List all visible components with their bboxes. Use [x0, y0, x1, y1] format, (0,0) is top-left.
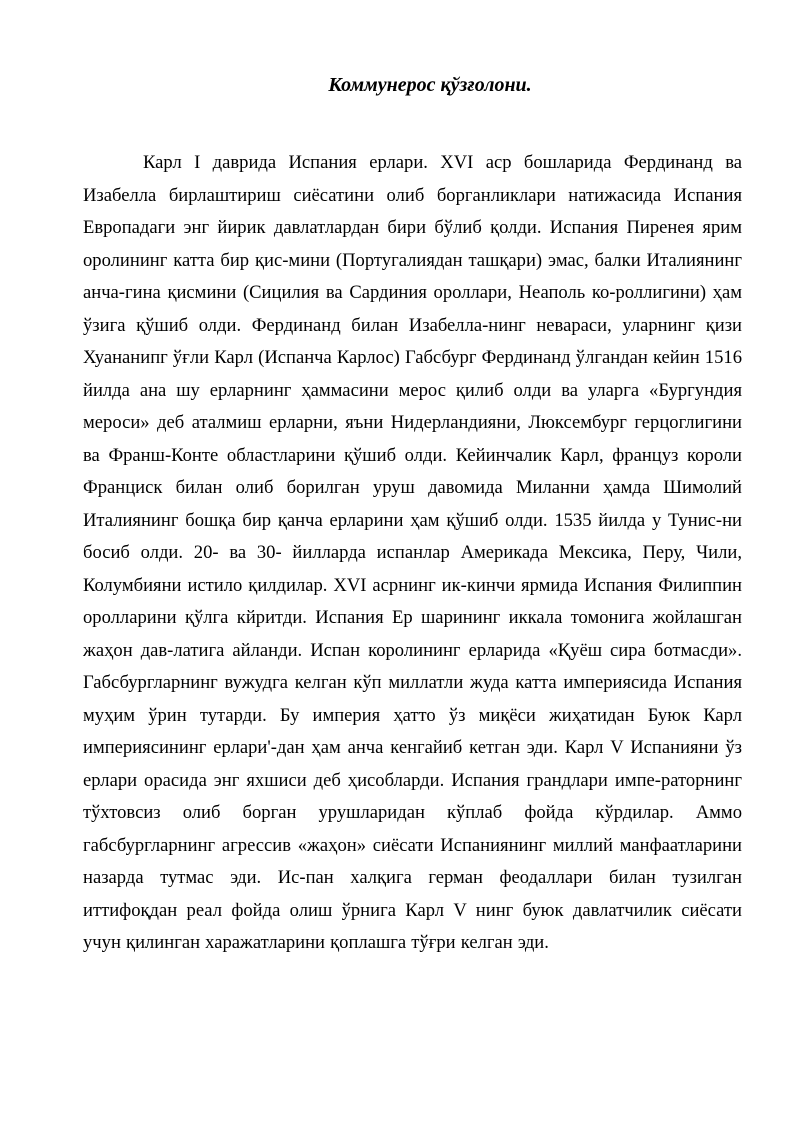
document-title: Коммунерос қўзғолони. [328, 74, 532, 96]
body-paragraph: Карл I даврида Испания ерлари. XVI аср бошларида Фердинанд ва Изабелла бирлаштириш сиёсатини олиб борганликлари натижасида Испания Европадаги энг йирик давлатлардан бири бўлиб қолди. Испания Пиренея ярим оролининг катта бир қис-мини (Португалиядан ташқари) эмас, балки Италиянинг анча-гина қисмини (Сицилия ва Сардиния ороллари, Неаполь ко-роллигини) ҳам ўзига қўшиб олди. Фердинанд билан Изабелла-нинг невараси, уларнинг қизи Хуананипг ўғли Карл (Испанча Карлос) Габсбург Фердинанд ўлгандан кейин 1516 йилда ана шу ерларнинг ҳаммасини мерос қилиб олди ва уларга «Бургундия мероси» деб аталмиш ерларни, яъни Нидерландияни, Люксембург герцоглигини ва Франш-Конте областларини қўшиб олди. Кейинчалик Карл, француз короли Франциск билан олиб борилган уруш давомида Миланни ҳамда Шимолий Италиянинг бошқа бир қанча ерларини ҳам қўшиб олди. 1535 йилда у Тунис-ни босиб олди. 20- ва 30- йилларда испанлар Америкада Мексика, Перу, Чили, Колумбияни истило қилдилар. XVI асрнинг ик-кинчи ярмида Испания Филиппин оролларини қўлга кйритди. Испания Ер шарининг иккала томонига жойлашган жаҳон дав-латига айланди. Испан королининг ерларида «Қуёш сира ботмасди». Габсбургларнинг вужудга келган кўп миллатли жуда катта империясида Испания муҳим ўрин тутарди. Бу империя ҳатто ўз миқёси жиҳатидан Буюк Карл империясининг ерлари'-дан ҳам анча кенгайиб кетган эди. Карл V Испанияни ўз ерлари орасида энг яхшиси деб ҳисобларди. Испания грандлари импе-раторнинг тўхтовсиз олиб борган урушларидан кўплаб фойда кўрдилар. Аммо габсбургларнинг агрессив «жаҳон» сиёсати Испаниянинг миллий манфаатларини назарда тутмас эди. Ис-пан халқига герман феодаллари билан тузилган иттифоқдан реал фойда олиш ўрнига Карл V нинг буюк давлатчилик сиёсати учун қилинган харажатларини қоплашга тўғри келган эди. [83, 152, 742, 953]
